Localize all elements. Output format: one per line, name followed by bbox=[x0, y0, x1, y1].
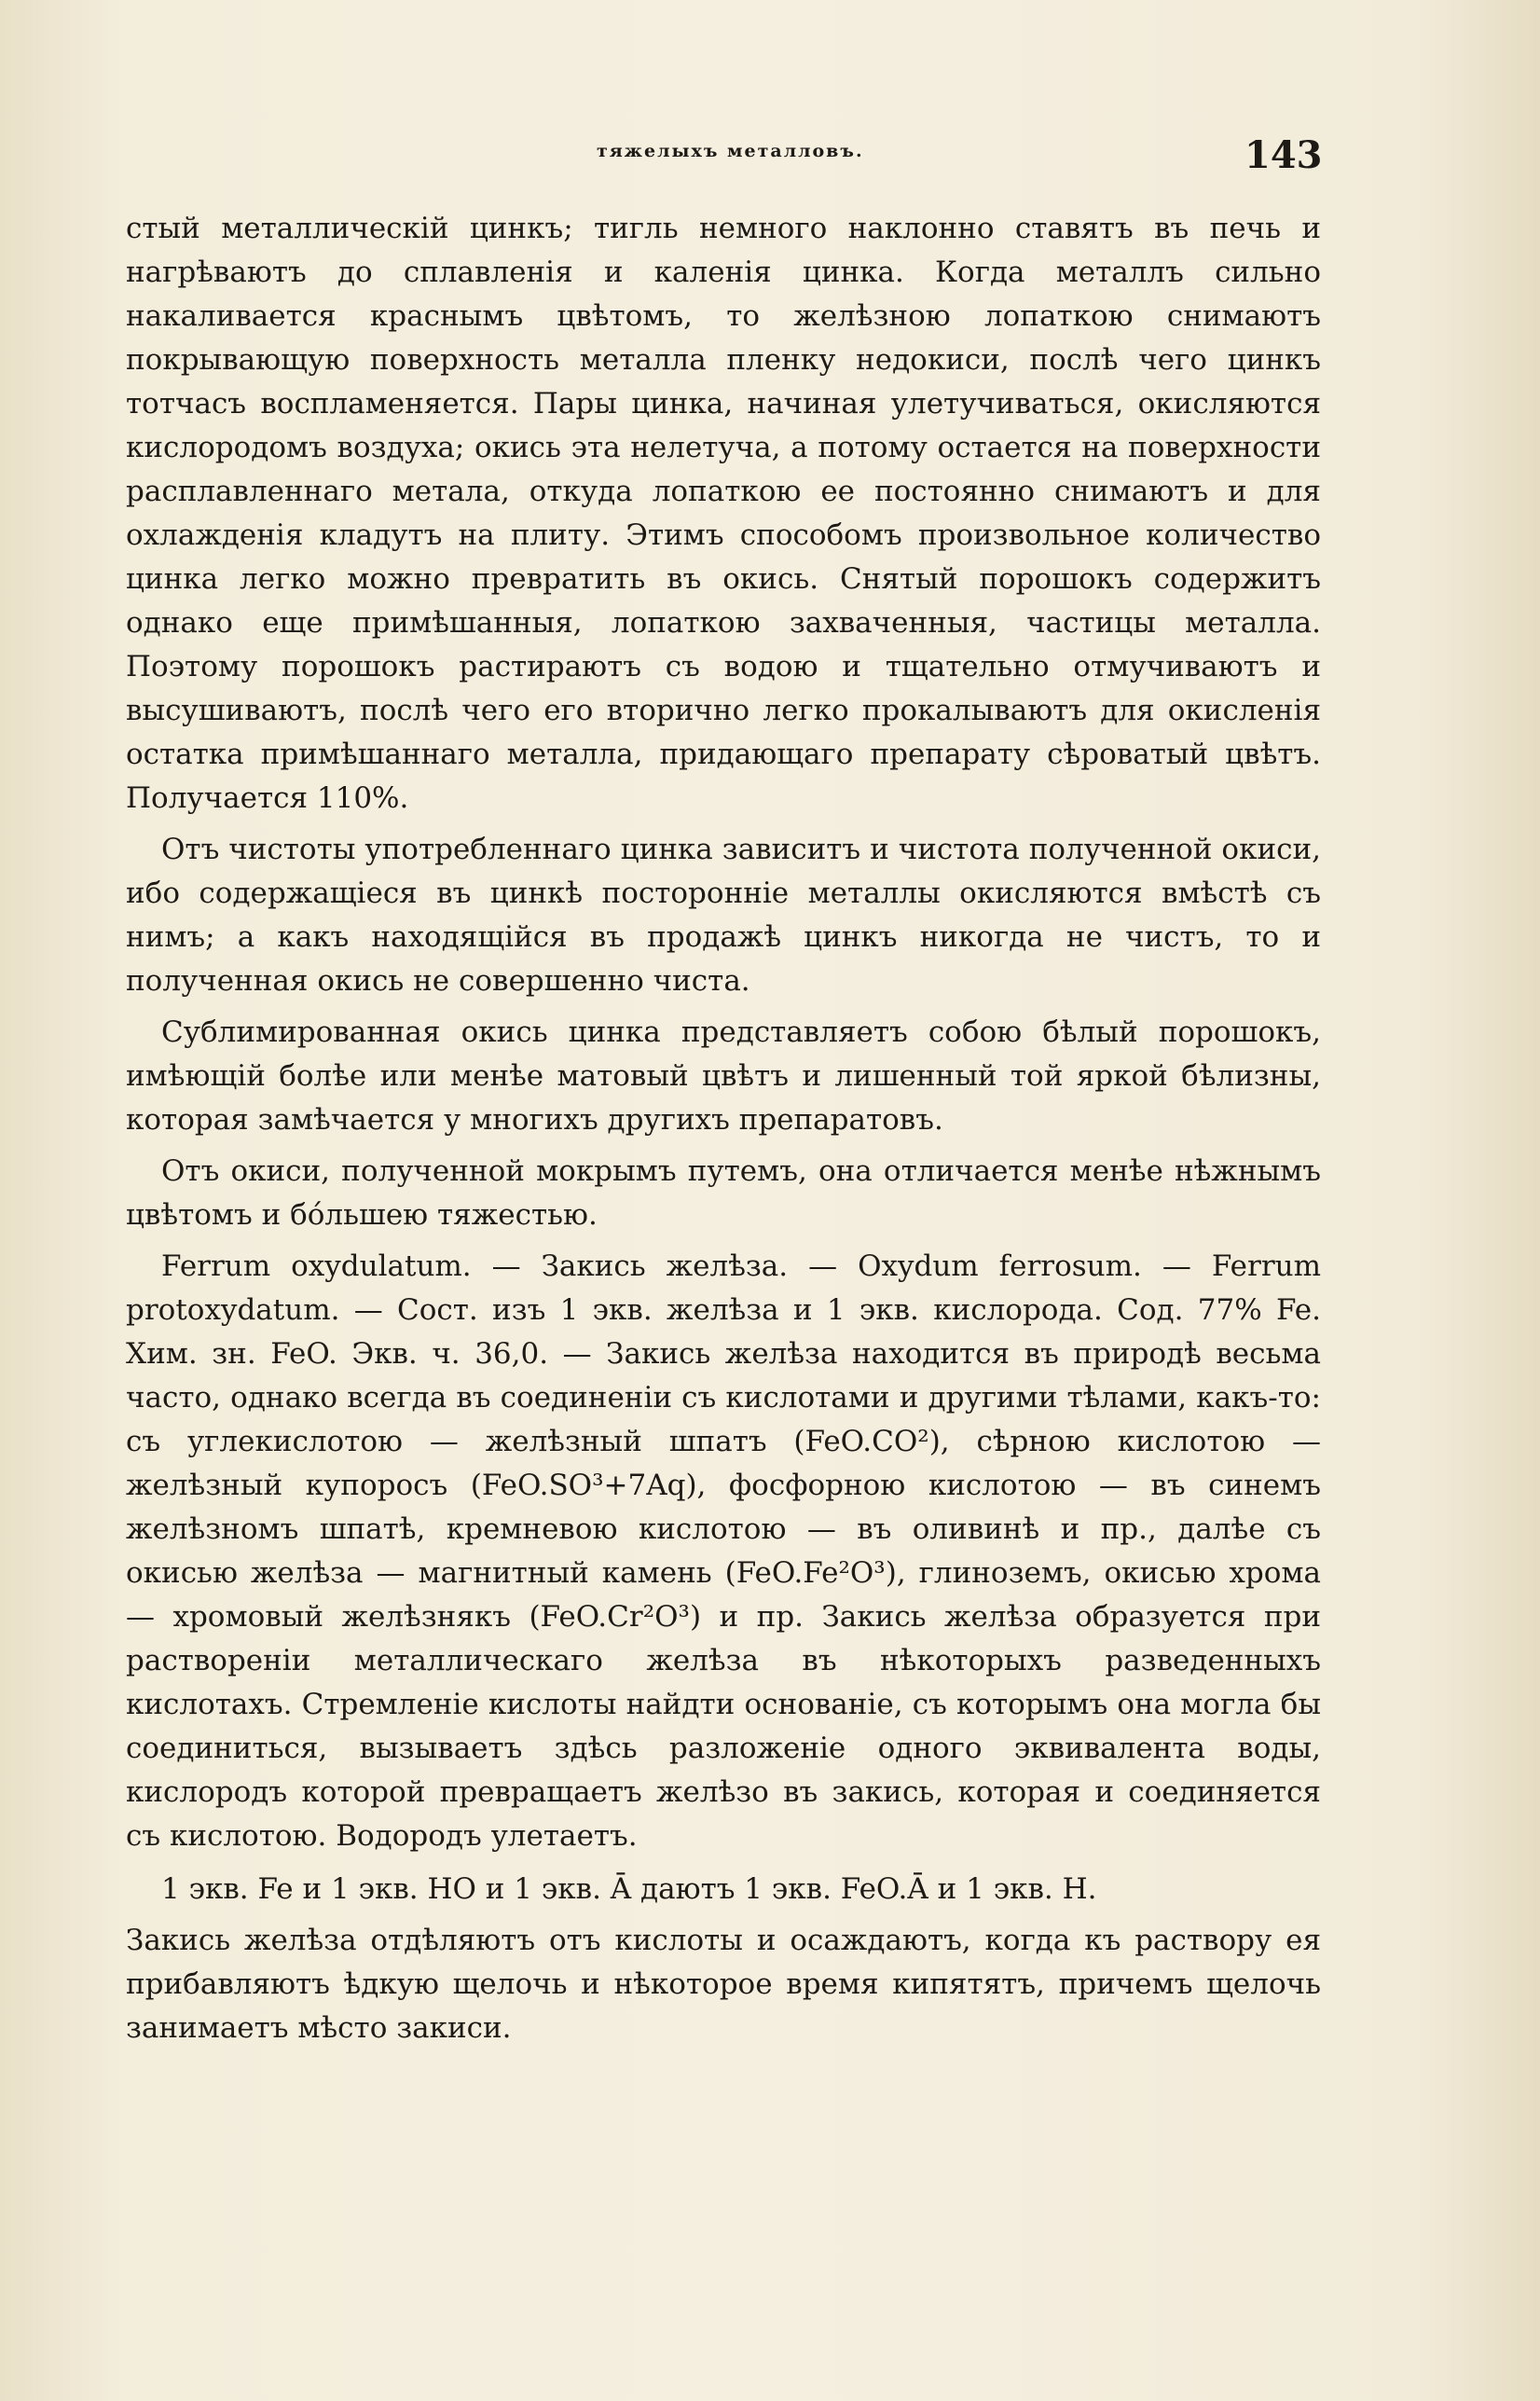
paragraph-ferrum-oxydulatum: Ferrum oxydulatum. — Закись желѣза. — Oxydum ferrosum. — Ferrum protoxydatum. — Сост. изъ 1 экв. желѣза и 1 экв. кислорода. Сод. 77% Fe. Хим. зн. FeO. Экв. ч. 36,0. — Закись желѣза находится въ природѣ весьма часто, однако всегда въ соединеніи съ кислотами и другими тѣлами, какъ-то: съ углекислотою — желѣзный шпатъ (FeO.CO²), сѣрною кислотою — желѣзный купоросъ (FeO.SO³+7Aq), фосфорною кислотою — въ синемъ желѣзномъ шпатѣ, кремневою кислотою — въ оливинѣ и пр., далѣе съ окисью желѣза — магнитный камень (FeO.Fe²O³), глиноземъ, окисью хрома — хромовый желѣзнякъ (FeO.Cr²O³) и пр. Закись желѣза образуется при раствореніи металлическаго желѣза въ нѣкоторыхъ разведенныхъ кислотахъ. Стремленіе кислоты найдти основаніе, съ которымъ она могла бы соединиться, вызываетъ здѣсь разложеніе одного эквивалента воды, кислородъ которой превращаетъ желѣзо въ закись, которая и соединяется съ кислотою. Водородъ улетаетъ. bbox=[126, 1249, 1321, 1853]
running-head bbox=[0, 133, 1540, 177]
paragraph-precipitation: Закись желѣза отдѣляютъ отъ кислоты и осаждаютъ, когда къ раствору ея прибавляютъ ѣдкую щелочь и нѣкоторое время кипятятъ, причемъ щелочь занимаетъ мѣсто закиси. bbox=[126, 1924, 1321, 2045]
body-text bbox=[126, 207, 1321, 2058]
paragraph-zinc-continuation: стый металлическій цинкъ; тигль немного наклонно ставятъ въ печь и нагрѣваютъ до сплавленія и каленія цинка. Когда металлъ сильно накаливается краснымъ цвѣтомъ, то желѣзною лопаткою снимаютъ покрывающую поверхность металла пленку недокиси, послѣ чего цинкъ тотчасъ воспламеняется. Пары цинка, начиная улетучиваться, окисляются кислородомъ воздуха; окись эта нелетуча, а потому остается на поверхности расплавленнаго метала, откуда лопаткою ее постоянно снимаютъ и для охлажденія кладутъ на плиту. Этимъ способомъ произвольное количество цинка легко можно превратить въ окись. Снятый порошокъ содержитъ однако еще примѣшанныя, лопаткою захваченныя, частицы металла. Поэтому порошокъ растираютъ съ водою и тщательно отмучиваютъ и высушиваютъ, послѣ чего его вторично легко прокалываютъ для окисленія остатка примѣшаннаго металла, придающаго препарату сѣроватый цвѣтъ. Получается 110%. bbox=[126, 212, 1321, 815]
reaction-equation: 1 экв. Fe и 1 экв. HO и 1 экв. Ā даютъ 1 экв. FeO.Ā и 1 экв. H. bbox=[161, 1872, 1097, 1906]
page-number: 143 bbox=[1244, 133, 1323, 177]
paragraph-zinc-purity: Отъ чистоты употребленнаго цинка зависитъ и чистота полученной окиси, ибо содержащіеся въ цинкѣ посторонніе металлы окисляются вмѣстѣ съ нимъ; а какъ находящійся въ продажѣ цинкъ никогда не чистъ, то и полученная окись не совершенно чиста. bbox=[126, 833, 1321, 998]
running-title: тяжелыхъ металловъ. bbox=[597, 141, 864, 161]
paragraph-sublimated-oxide: Сублимированная окись цинка представляетъ собою бѣлый порошокъ, имѣющій болѣе или менѣе матовый цвѣтъ и лишенный той яркой бѣлизны, которая замѣчается у многихъ другихъ препаратовъ. bbox=[126, 1015, 1321, 1137]
paragraph-wet-process: Отъ окиси, полученной мокрымъ путемъ, она отличается менѣе нѣжнымъ цвѣтомъ и бо́льшею тяжестью. bbox=[126, 1154, 1321, 1232]
